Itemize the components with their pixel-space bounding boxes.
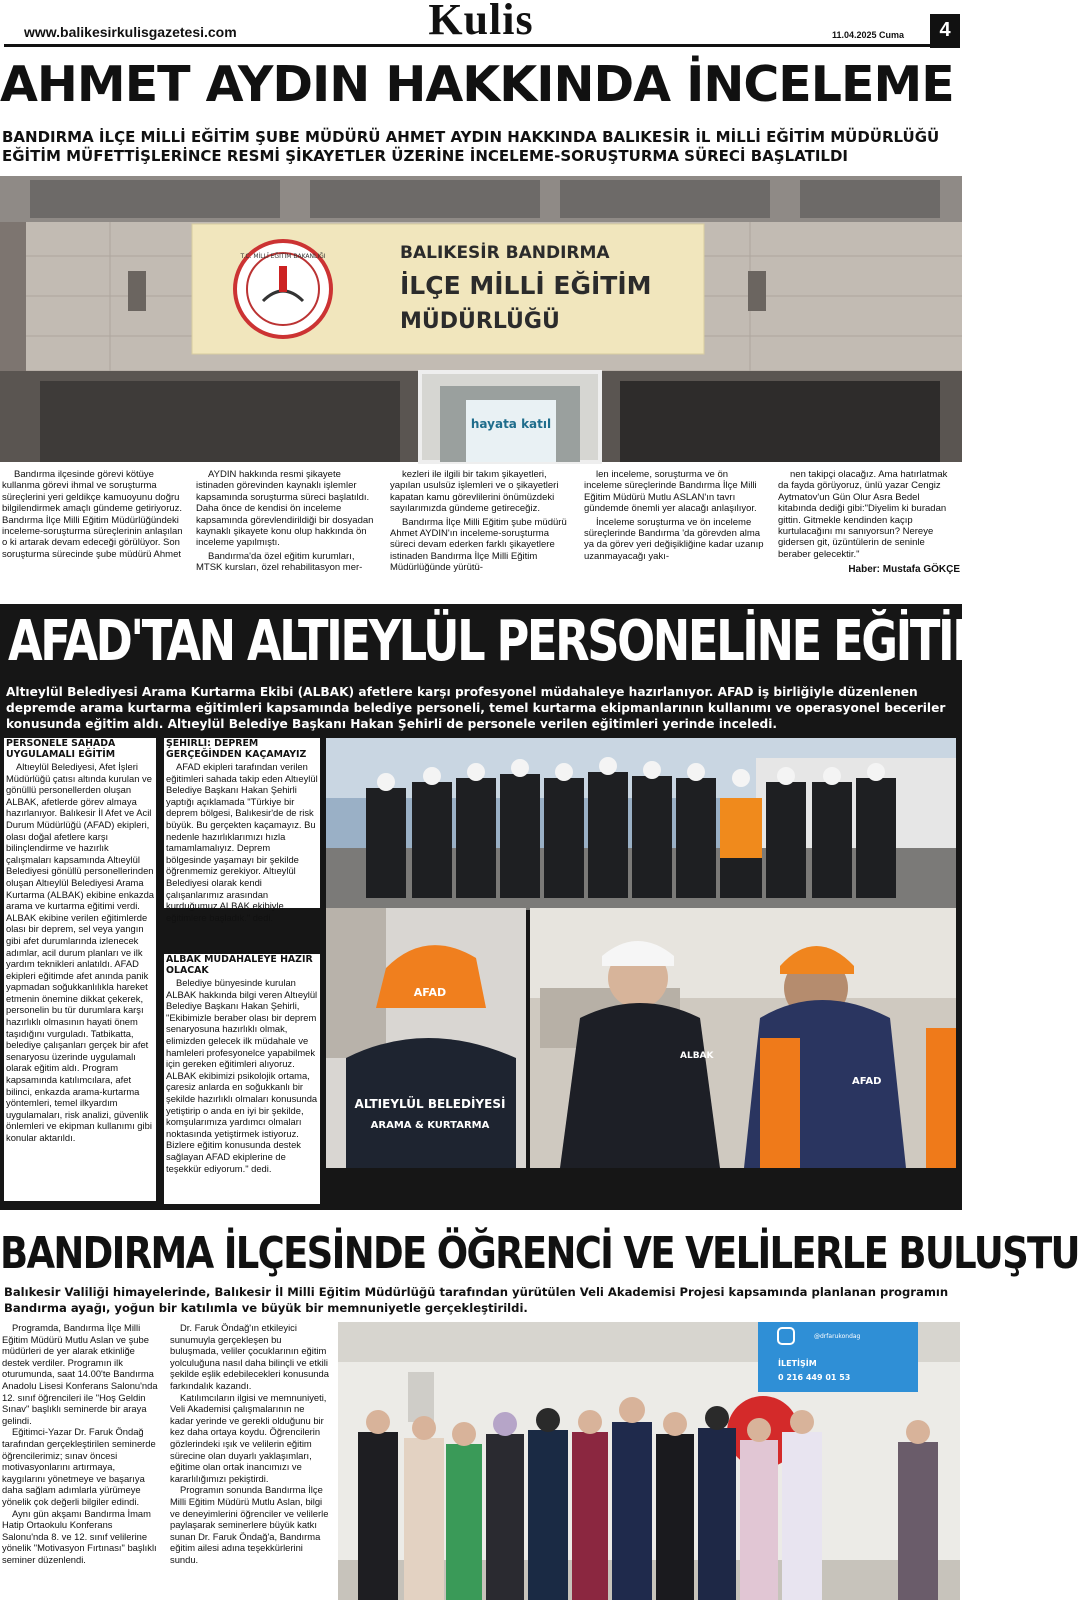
mayor-with-rescuer-photo	[530, 908, 956, 1168]
story1-column	[778, 469, 960, 581]
sign-line3: MÜDÜRLÜĞÜ	[400, 309, 560, 334]
screen-line2: 0 216 449 01 53	[778, 1373, 851, 1382]
story3-headline: BANDIRMA İLÇESİNDE ÖĞRENCİ VE VELİLERLE BULUŞTU	[0, 1228, 1079, 1279]
vest-line2: ARAMA & KURTARMA	[370, 1120, 490, 1131]
paragraph: len inceleme, soruşturma ve ön inceleme süreçlerinde Bandırma İlçe Milli Eğitim Müdürü Mutlu ASLAN'ın tavrı gündemde önemli yer alacağı anlaşılıyor.	[584, 469, 757, 515]
page-number: 4	[930, 14, 960, 48]
story1-column	[390, 469, 572, 581]
paragraph: Bandırma ilçesinde görevi kötüye kullanma görevi ihmal ve soruşturma süreçlerini yeri geldikçe kamuoyunu doğru bilgilendirmek amaçlı gündeme getiriyoruz. Bandırma İlçe Milli Eğitim Müdürlüğündeki inceleme-soruşturma süreçlerinin anlaşılan o ki artarak devam edeceği görülüyor. Son soruşturma sürecinde şube müdürü Ahmet	[2, 469, 183, 560]
story1-photo	[0, 176, 962, 462]
story2-column	[4, 738, 156, 1201]
site-url[interactable]: www.balikesirkulisgazetesi.com	[24, 24, 237, 40]
section-heading: ALBAK MÜDAHALEYE HAZIR OLACAK	[166, 954, 313, 976]
paragraph: AYDIN hakkında resmi şikayete istinaden görevinden kaynaklı işlemler kapsamında soruşturma süreci başlatıldı. Daha önce de kendisi ön inceleme kapsamında görevlendirildiği bir dosyadan kaynaklı şikayete konu olup hakkında ön inceleme yapılmıştı.	[196, 469, 374, 549]
paragraph: Bandırma'da özel eğitim kurumları, MTSK kursları, özel rehabilitasyon mer-	[196, 550, 363, 574]
story1-headline: AHMET AYDIN HAKKINDA İNCELEME	[0, 56, 954, 113]
section-heading: PERSONELE SAHADA UYGULAMALI EĞİTİM	[6, 738, 116, 760]
paragraph: Programda, Bandırma İlçe Milli Eğitim Müdürü Mutlu Aslan ve şube müdürleri de yer alarak etkinliğe destek verdiler. Programın ilk oturumunda, saat 14.00'te Bandırma Anadolu Lisesi Konferans Salonu'nda 12. sınıf öğrencileri ile "Hoş Geldin Sınav" başlıklı seminerde bir araya gelindi.	[2, 1322, 158, 1426]
vest-photo-illustration	[326, 908, 526, 1168]
story3-subheadline: Balıkesir Valiliği himayelerinde, Balıkesir İl Milli Eğitim Müdürlüğü tarafından yürütülen Veli Akademisi Projesi kapsamında planlanan programın Bandırma ayağı, yoğun bir katılımla ve büyük bir memnuniyetle gerçekleştirildi.	[4, 1285, 949, 1315]
paragraph: İnceleme soruşturma ve ön inceleme süreçlerinde Bandırma 'da görevden alma ya da görev yeri değişikliğine kadar uzanıp uzanmayacağı yakı-	[584, 516, 764, 562]
story2-headline: AFAD'TAN ALTIEYLÜL PERSONELİNE EĞİTİM	[8, 609, 995, 674]
paragraph: nen takipçi olacağız. Ama hatırlatmak da fayda görüyoruz, ünlü yazar Cengiz Aytmatov'un Gün Olur Asra Bedel kitabında dediği gibi:"Diyelim ki buradan gittin. Gitmekle kendinden kaçıp kurtulacağını mı sanıyorsun? Nereye gidersen git, üzüntülerin de seninle beraber gelecektir."	[778, 469, 948, 560]
albak-vest-photo	[326, 908, 526, 1168]
paragraph: Aynı gün akşamı Bandırma İmam Hatip Ortaokulu Konferans Salonu'nda 8. ve 12. sınıf velilerine yönelik "Motivasyon Fırtınası" başlıklı seminer düzenlendi.	[2, 1507, 157, 1565]
paragraph: Eğitimci-Yazar Dr. Faruk Öndağ tarafından gerçekleştirilen seminerde öğrencilerimiz; sınav öncesi motivasyonlarını artırmaya, kaygılarını yönetmeye ve başarıya daha sağlam adımlarla yürümeye yönelik çok değerli bilgiler edindi.	[2, 1426, 156, 1507]
paragraph: kezleri ile ilgili bir takım şikayetleri, yapılan usulsüz işlemleri ve o şikayetleri kapatan kamu görevlilerini önümüzdeki sayılarımızda gündeme getireceğiz.	[390, 469, 559, 515]
paragraph: Programın sonunda Bandırma İlçe Milli Eğitim Müdürü Mutlu Aslan, bilgi ve deneyimlerini öğrenciler ve velilerle paylaşarak seminerlere büyük katkı sunan Dr. Faruk Öndağ'a, Bandırma eğitim ailesi adına teşekkürlerini sundu.	[170, 1484, 329, 1565]
masthead-rule	[4, 44, 930, 47]
vest-line1: ALTIEYLÜL BELEDİYESİ	[354, 1097, 506, 1111]
story2-subheadline: Altıeylül Belediyesi Arama Kurtarma Ekibi (ALBAK) afetlere karşı profesyonel müdahaleye hazırlanıyor. AFAD iş birliğiyle düzenlenen depremde arama kurtarma eğitimleri kapsamında belediye personeli, temel kurtarma ekipmanlarının kullanımı ve operasyonel beceriler konusunda eğitim aldı. Altıeylül Belediye Başkanı Hakan Şehirli de personele verilen eğitimleri yerinde inceledi.	[6, 685, 946, 731]
story1-column	[2, 469, 184, 581]
helmet-text: AFAD	[413, 986, 447, 999]
building-facade-illustration	[0, 176, 962, 462]
sign-line1: BALIKESİR BANDIRMA	[400, 243, 610, 263]
jacket-text-afad: AFAD	[852, 1076, 882, 1087]
story2-section	[0, 604, 995, 1210]
poster-text: hayata katıl	[470, 417, 552, 431]
story1-column	[584, 469, 766, 581]
byline: Haber: Mustafa GÖKÇE	[848, 564, 960, 576]
mayor-photo-illustration	[530, 908, 956, 1168]
seminar-group-photo	[338, 1322, 960, 1600]
group-photo-illustration	[326, 738, 956, 910]
newspaper-logo: Kulis	[428, 0, 534, 44]
rescue-team-group-photo	[326, 738, 956, 910]
seminar-photo-illustration	[338, 1322, 960, 1600]
sign-line2: İLÇE MİLLİ EĞİTİM	[400, 271, 652, 300]
paragraph: AFAD ekipleri tarafından verilen eğitimleri sahada takip eden Altıeylül Belediye Başkanı Hakan Şehirli yaptığı açıklamada "Türkiye bir deprem bölgesi, Balıkesir'de de risk büyük. Bu gerçekten kaçamayız. Bu nedenle hazırlıklarımızı hızla tamamlamalıyız. Deprem bölgesinde yaşamayı bir şekilde öğrenmemiz gerekiyor. Altıeylül Belediyesi olarak kendi çalışanlarımız arasından kurduğumuz ALBAK ekibiyle eğitimlere başladık." dedi.	[166, 761, 318, 923]
jacket-text-albak: ALBAK	[680, 1051, 714, 1061]
paragraph: Altıeylül Belediyesi, Afet İşleri Müdürlüğü çatısı altında kurulan ve gönüllü personellerden oluşan ALBAK, afetlerde görev almaya hazırlanıyor. Balıkesir İl Afet ve Acil Durum Müdürlüğü (AFAD) ekipleri, olası doğal afetlere karşı bilinçlendirme ve hazırlık çalışmaları kapsamında Altıeylül Belediyesi gönüllü personellerinden oluşan Altıeylül Belediyesi Arama Kurtarma (ALBAK) ekibine enkazda arama ve kurtarma eğitimi verdi. ALBAK ekibine verilen eğitimlerde olası bir deprem, sel veya yangın gibi afet durumlarında izlenecek adımlar, acil durum planları ve ilk yardım teknikleri anlatıldı. AFAD ekipleri eğitimde afet anında panik yapmadan soğukkanlılıkla hareket etmenin önemine dikkat çekerek, personelin bu tür durumlara karşı hazırlıklı olmasının hayati önem taşıdığını vurguladı. Tatbikatta, belediye çalışanları gerçek bir afet senaryosu üzerinde uygulamalı olarak eğitim aldı. Program kapsamında katılımcılara, afet bilinci, enkazda arama-kurtarma yöntemleri, temel ilkyardım uygulamaları, risk analizi, güvenlik önlemleri ve ekipman kullanımı gibi konular aktarıldı.	[6, 761, 154, 1143]
story1-column	[196, 469, 378, 581]
story3-column	[2, 1322, 158, 1600]
emblem-text: T.C. MİLLÎ EĞİTİM BAKANLIĞI	[240, 253, 326, 260]
story1-subheadline: BANDIRMA İLÇE MİLLİ EĞİTİM ŞUBE MÜDÜRÜ AHMET AYDIN HAKKINDA BALIKESİR İL MİLLİ EĞİTİM MÜDÜRLÜĞÜ EĞİTİM MÜFETTİŞLERİNCE RESMİ ŞİKAYETLER ÜZERİNE İNCELEME-SORUŞTURMA SÜRECİ BAŞLATILDI	[2, 128, 940, 165]
story3-column	[170, 1322, 330, 1600]
masthead	[0, 0, 962, 48]
paragraph: Belediye bünyesinde kurulan ALBAK hakkında bilgi veren Altıeylül Belediye Başkanı Hakan Şehirli, "Ekibimizle beraber olası bir deprem senaryosuna hazırlıklı olmak, elimizden gelecek ilk müdahale ve hamleleri profesyonelce yapabilmek için gereken eğitimleri alıyoruz. ALBAK ekibimizi psikolojik ortama, çaresiz anlarda en soğukkanlı bir şekilde hazırlıklı olmaları konusunda yetiştirip o anda en iyi bir şekilde, komşularımıza yardımcı olmaları noktasında yetiştirmek istiyoruz. Bizlere eğitim konusunda destek sağlayan AFAD ekiplerine de teşekkür ediyorum." dedi.	[166, 977, 318, 1174]
story1-body	[2, 469, 960, 581]
screen-handle: @drfarukondag	[814, 1333, 861, 1340]
paragraph: Dr. Faruk Öndağ'ın etkileyici sunumuyla gerçekleşen bu buluşmada, veliler çocuklarının eğitim yolculuğuna nasıl daha bilinçli ve etkili şekilde eşlik edebilecekleri konusunda farkındalık kazandı.	[170, 1322, 329, 1391]
story2-column	[164, 738, 320, 923]
paragraph: Bandırma İlçe Milli Eğitim şube müdürü Ahmet AYDIN'ın inceleme-soruşturma süreci devam ederken farklı şikayetlere istinaden Bandırma İlçe Milli Eğitim Müdürlüğünde yürütü-	[390, 516, 567, 574]
paragraph: Katılımcıların ilgisi ve memnuniyeti, Veli Akademisi çalışmalarının ne kadar yerinde ve gerekli olduğunu bir kez daha ortaya koydu. Öğrencilerin gözlerindeki ışık ve velilerin eğitim sürecine olan duyarlı yaklaşımları, eğitime olan ortak inancımızı ve kararlılığımızı pekiştirdi.	[170, 1391, 327, 1484]
story2-column	[164, 954, 320, 1204]
section-heading: ŞEHİRLİ: DEPREM GERÇEĞİNDEN KAÇAMAYIZ	[166, 738, 307, 760]
screen-line1: İLETİŞİM	[778, 1359, 817, 1368]
issue-date: 11.04.2025 Cuma	[832, 30, 905, 40]
